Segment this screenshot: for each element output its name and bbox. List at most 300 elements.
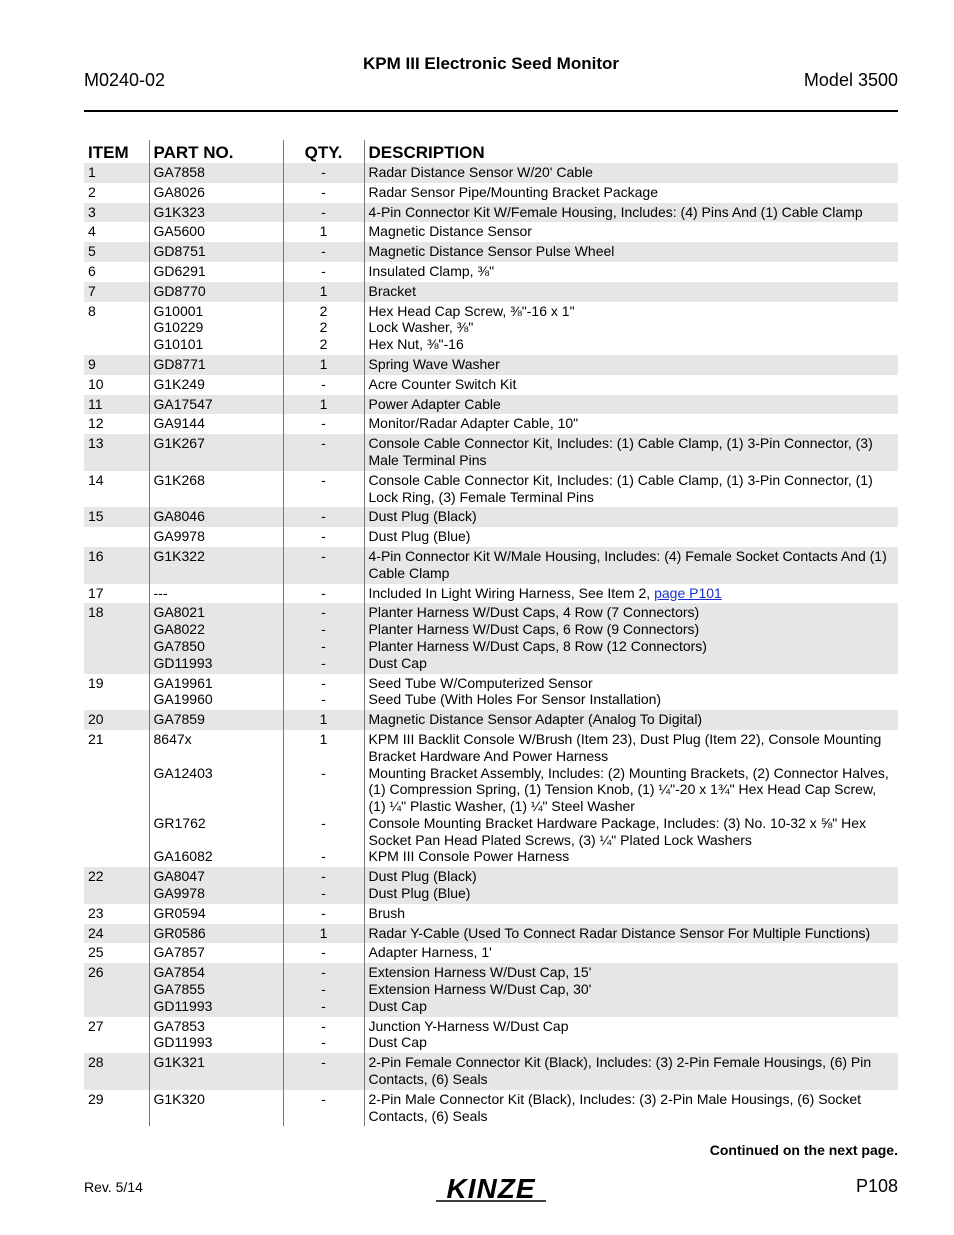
description: Console Cable Connector Kit, Includes: (1) Cable Clamp, (1) 3-Pin Connector, (3) Male Terminal Pins <box>368 435 873 468</box>
part-number: GA19960 <box>153 691 213 708</box>
part-number: GA8021 <box>153 604 205 621</box>
description: Lock Washer, ⅜" <box>368 319 474 336</box>
quantity: - <box>321 674 326 691</box>
item-number: 27 <box>88 1017 104 1034</box>
part-number: G1K322 <box>153 547 205 564</box>
description: 2-Pin Male Connector Kit (Black), Includes: (3) 2-Pin Male Housings, (6) Socket Contacts, (6) Seals <box>368 1090 862 1124</box>
part-number-cell <box>149 183 283 203</box>
description-cell <box>364 527 898 547</box>
quantity-cell <box>283 603 364 673</box>
item-number: 20 <box>84 710 149 730</box>
table-row <box>84 355 898 375</box>
description: Brush <box>368 904 406 921</box>
description: Dust Plug (Blue) <box>368 885 471 902</box>
table-row <box>84 1090 898 1127</box>
description-cell <box>364 1090 898 1127</box>
description: (1) ¼" Plastic Washer, (1) ¼" Steel Washer <box>368 798 635 815</box>
quantity: 2 <box>319 336 328 353</box>
column-header-description: DESCRIPTION <box>364 140 898 163</box>
part-number-cell <box>149 547 283 584</box>
part-number: 8647x <box>153 730 192 747</box>
quantity-cell <box>283 395 364 415</box>
part-number: GD11993 <box>153 654 213 671</box>
quantity: - <box>321 203 326 220</box>
part-number-cell <box>149 867 283 904</box>
part-number-cell <box>149 375 283 395</box>
table-row <box>84 730 898 867</box>
quantity-cell <box>283 242 364 262</box>
item-number: 17 <box>88 584 104 601</box>
item-number: 22 <box>84 867 149 904</box>
quantity-cell <box>283 730 364 867</box>
description: Dust Cap <box>368 1034 427 1051</box>
description-cell <box>364 203 898 223</box>
table-row <box>84 924 898 944</box>
quantity: - <box>321 604 326 621</box>
part-number: G10001 <box>153 302 204 319</box>
part-number-cell <box>149 282 283 302</box>
quantity: - <box>321 435 326 452</box>
page-link[interactable]: page P101 <box>654 584 722 601</box>
description: Extension Harness W/Dust Cap, 15' <box>368 964 592 981</box>
item-number: 16 <box>84 547 149 584</box>
model-name: Model 3500 <box>803 70 898 90</box>
description-cell <box>364 730 898 867</box>
table-row <box>84 603 898 673</box>
quantity: - <box>321 528 326 545</box>
part-number: GA17547 <box>153 395 213 412</box>
description: Dust Plug (Black) <box>368 868 477 885</box>
quantity: - <box>321 621 326 638</box>
part-number-cell <box>149 1090 283 1127</box>
quantity-cell <box>283 1017 364 1054</box>
description: Magnetic Distance Sensor <box>368 223 532 240</box>
description: Radar Sensor Pipe/Mounting Bracket Package <box>368 183 658 200</box>
part-number: GA16082 <box>153 848 213 865</box>
revision-label: Rev. 5/14 <box>84 1179 143 1195</box>
table-row <box>84 471 898 508</box>
part-number: GR0586 <box>153 924 206 941</box>
description-cell <box>364 375 898 395</box>
part-number: GD8771 <box>153 355 206 372</box>
quantity: 1 <box>319 282 328 299</box>
description: Bracket <box>368 282 416 299</box>
description: Magnetic Distance Sensor Adapter (Analog To Digital) <box>368 711 703 728</box>
quantity: - <box>321 848 326 865</box>
quantity-cell <box>283 203 364 223</box>
description: Acre Counter Switch Kit <box>368 375 517 392</box>
description-cell <box>364 507 898 527</box>
quantity-cell <box>283 434 364 471</box>
part-number-cell <box>149 527 283 547</box>
description: Extension Harness W/Dust Cap, 30' <box>368 981 592 998</box>
part-number-cell <box>149 163 283 183</box>
quantity: 2 <box>319 302 328 319</box>
description-cell <box>364 904 898 924</box>
part-number-cell <box>149 222 283 242</box>
kinze-logo <box>430 1171 552 1205</box>
quantity: 2 <box>319 319 328 336</box>
description: Dust Plug (Blue) <box>368 528 471 545</box>
description: Mounting Bracket Assembly, Includes: (2) Mounting Brackets, (2) Connector Halves, <box>368 764 889 781</box>
part-number: GD6291 <box>153 262 206 279</box>
part-number-cell <box>149 730 283 867</box>
quantity: - <box>321 471 326 488</box>
item-number: 29 <box>88 1090 104 1107</box>
description-cell <box>364 867 898 904</box>
quantity: - <box>321 904 326 921</box>
quantity: 1 <box>319 355 328 372</box>
item-number: 6 <box>88 262 96 279</box>
description: 4-Pin Connector Kit W/Male Housing, Includes: (4) Female Socket Contacts And (1) Cable Clamp <box>368 547 887 581</box>
description-cell <box>364 674 898 711</box>
quantity: - <box>321 584 326 601</box>
part-number: --- <box>153 584 168 601</box>
item-number: 28 <box>84 1053 149 1090</box>
item-number <box>84 527 149 547</box>
part-number-cell <box>149 584 283 604</box>
part-number: GD8751 <box>153 243 206 260</box>
quantity <box>284 798 364 815</box>
quantity-cell <box>283 527 364 547</box>
item-number: 8 <box>88 302 96 319</box>
table-row <box>84 203 898 223</box>
part-number: GA19961 <box>153 674 213 691</box>
part-number: GD11993 <box>153 997 213 1014</box>
description-cell <box>364 395 898 415</box>
quantity <box>284 748 364 765</box>
quantity: 1 <box>319 924 328 941</box>
quantity: - <box>321 814 326 831</box>
part-number: GA8026 <box>153 183 205 200</box>
quantity-cell <box>283 471 364 508</box>
part-number-cell <box>149 395 283 415</box>
item-number: 23 <box>88 904 104 921</box>
quantity: - <box>321 997 326 1014</box>
quantity-cell <box>283 262 364 282</box>
quantity: - <box>321 691 326 708</box>
table-row <box>84 1053 898 1090</box>
quantity: - <box>321 243 326 260</box>
part-number: GA7859 <box>153 711 205 728</box>
quantity-cell <box>283 943 364 963</box>
part-number: GA8047 <box>153 868 205 885</box>
part-number: GR1762 <box>153 814 206 831</box>
item-number: 15 <box>84 507 149 527</box>
part-number-cell <box>149 924 283 944</box>
quantity-cell <box>283 904 364 924</box>
part-number-cell <box>149 434 283 471</box>
item-number: 1 <box>84 163 149 183</box>
part-number-cell <box>149 1053 283 1090</box>
table-row <box>84 183 898 203</box>
description: Console Mounting Bracket Hardware Package, Includes: (3) No. 10-32 x ⅝" Hex <box>368 814 867 831</box>
item-number: 2 <box>88 183 96 200</box>
description-cell <box>364 710 898 730</box>
item-number: 14 <box>88 471 104 488</box>
item-number: 21 <box>88 730 104 747</box>
quantity: - <box>321 764 326 781</box>
description: Radar Distance Sensor W/20' Cable <box>368 164 593 180</box>
part-number: G1K249 <box>153 375 205 392</box>
description-cell <box>364 963 898 1016</box>
part-number: GA7855 <box>153 981 205 998</box>
table-row <box>84 395 898 415</box>
item-number: 18 <box>84 603 149 673</box>
table-row <box>84 867 898 904</box>
item-number: 10 <box>88 375 104 392</box>
quantity <box>284 781 364 798</box>
item-number: 9 <box>84 355 149 375</box>
item-number: 25 <box>88 944 104 961</box>
quantity: - <box>321 1034 326 1051</box>
quantity: - <box>321 164 326 180</box>
description: Adapter Harness, 1' <box>368 944 492 961</box>
quantity: - <box>321 508 326 525</box>
part-number-cell <box>149 710 283 730</box>
quantity-cell <box>283 867 364 904</box>
item-number: 12 <box>88 415 104 432</box>
part-number-cell <box>149 471 283 508</box>
table-row <box>84 547 898 584</box>
quantity-cell <box>283 375 364 395</box>
table-row <box>84 674 898 711</box>
quantity-cell <box>283 222 364 242</box>
part-number-cell <box>149 943 283 963</box>
quantity: - <box>321 654 326 671</box>
quantity-cell <box>283 924 364 944</box>
document-number: M0240-02 <box>84 70 166 90</box>
quantity: - <box>321 262 326 279</box>
parts-table-body <box>84 163 898 1126</box>
description: Planter Harness W/Dust Caps, 6 Row (9 Connectors) <box>368 621 700 638</box>
description: Planter Harness W/Dust Caps, 8 Row (12 Connectors) <box>368 637 707 654</box>
description-cell <box>364 943 898 963</box>
item-number: 13 <box>84 434 149 471</box>
part-number: GA9978 <box>153 528 205 545</box>
part-number: GA7854 <box>153 964 205 981</box>
part-number: G10101 <box>153 336 204 353</box>
quantity: - <box>321 868 326 885</box>
quantity: - <box>321 1090 326 1107</box>
description-cell <box>364 414 898 434</box>
table-row <box>84 507 898 527</box>
part-number: G1K320 <box>153 1090 205 1107</box>
item-number: 11 <box>84 395 149 415</box>
description-cell <box>364 924 898 944</box>
quantity: - <box>321 637 326 654</box>
table-row <box>84 1017 898 1054</box>
part-number: GA7850 <box>153 637 205 654</box>
quantity: - <box>321 183 326 200</box>
column-header-part-no: PART NO. <box>149 140 283 163</box>
description-cell <box>364 163 898 183</box>
item-number: 7 <box>84 282 149 302</box>
table-row <box>84 527 898 547</box>
part-number: GA9978 <box>153 885 205 902</box>
part-number-cell <box>149 603 283 673</box>
part-number: G1K267 <box>153 435 205 452</box>
part-number: GD11993 <box>153 1034 213 1051</box>
item-number: 3 <box>84 203 149 223</box>
part-number <box>154 748 283 765</box>
parts-table <box>84 140 898 1126</box>
description: Seed Tube (With Holes For Sensor Installation) <box>368 691 662 708</box>
part-number <box>154 798 283 815</box>
part-number-cell <box>149 963 283 1016</box>
part-number-cell <box>149 904 283 924</box>
description: Seed Tube W/Computerized Sensor <box>368 674 593 691</box>
part-number-cell <box>149 262 283 282</box>
description: Radar Y-Cable (Used To Connect Radar Distance Sensor For Multiple Functions) <box>368 924 871 941</box>
description-cell <box>364 262 898 282</box>
quantity-cell <box>283 414 364 434</box>
part-number: GA8022 <box>153 621 205 638</box>
quantity-cell <box>283 1053 364 1090</box>
quantity: 1 <box>319 730 328 747</box>
table-row <box>84 242 898 262</box>
item-number: 4 <box>88 223 96 240</box>
part-number-cell <box>149 355 283 375</box>
description: Monitor/Radar Adapter Cable, 10" <box>368 415 579 432</box>
table-row <box>84 163 898 183</box>
description: Planter Harness W/Dust Caps, 4 Row (7 Connectors) <box>368 604 700 621</box>
quantity-cell <box>283 302 364 355</box>
part-number: G1K268 <box>153 471 205 488</box>
table-row <box>84 710 898 730</box>
description: Hex Nut, ⅜"-16 <box>368 336 464 353</box>
part-number-cell <box>149 674 283 711</box>
quantity <box>284 832 364 849</box>
page-title: KPM III Electronic Seed Monitor <box>363 54 619 73</box>
quantity-cell <box>283 355 364 375</box>
part-number-cell <box>149 414 283 434</box>
description: Magnetic Distance Sensor Pulse Wheel <box>368 243 615 260</box>
table-row <box>84 963 898 1016</box>
quantity-cell <box>283 163 364 183</box>
part-number: GD8770 <box>153 282 206 299</box>
quantity-cell <box>283 183 364 203</box>
part-number-cell <box>149 242 283 262</box>
svg-text:KINZE: KINZE <box>446 1173 536 1204</box>
description-cell <box>364 355 898 375</box>
description: Dust Cap <box>368 654 427 671</box>
item-number: 19 <box>88 674 104 691</box>
quantity-cell <box>283 507 364 527</box>
description: Spring Wave Washer <box>368 355 500 372</box>
description: Insulated Clamp, ⅜" <box>368 262 495 279</box>
quantity: - <box>321 375 326 392</box>
part-number: G1K321 <box>153 1054 205 1071</box>
item-number: 5 <box>84 242 149 262</box>
description: Socket Pan Head Plated Screws, (3) ¼" Plated Lock Washers <box>368 831 752 848</box>
quantity: - <box>321 885 326 902</box>
description-cell <box>364 282 898 302</box>
column-header-qty: QTY. <box>283 140 364 163</box>
description: Dust Plug (Black) <box>368 508 477 525</box>
description: KPM III Backlit Console W/Brush (Item 23), Dust Plug (Item 22), Console Mounting <box>368 730 882 747</box>
part-number: GA9144 <box>153 415 205 432</box>
quantity-cell <box>283 547 364 584</box>
table-row <box>84 584 898 604</box>
part-number-cell <box>149 507 283 527</box>
part-number: GA7858 <box>153 164 205 180</box>
quantity: - <box>321 1017 326 1034</box>
table-row <box>84 904 898 924</box>
part-number: GA8046 <box>153 508 205 525</box>
part-number-cell <box>149 203 283 223</box>
table-row <box>84 375 898 395</box>
part-number <box>154 781 283 798</box>
table-row <box>84 302 898 355</box>
part-number: GA7853 <box>153 1017 205 1034</box>
table-row <box>84 262 898 282</box>
description-cell <box>364 434 898 471</box>
description: Power Adapter Cable <box>368 395 501 412</box>
quantity-cell <box>283 282 364 302</box>
continued-note: Continued on the next page. <box>709 1142 898 1158</box>
quantity: 1 <box>319 223 328 240</box>
description: 2-Pin Female Connector Kit (Black), Includes: (3) 2-Pin Female Housings, (6) Pin Contacts, (6) Seals <box>368 1054 872 1088</box>
description-cell <box>364 183 898 203</box>
page-number: P108 <box>855 1176 898 1196</box>
quantity-cell <box>283 963 364 1016</box>
quantity: - <box>321 1054 326 1071</box>
part-number: GA12403 <box>153 764 213 781</box>
part-number: G10229 <box>153 319 204 336</box>
quantity: 1 <box>319 711 328 728</box>
description: Bracket Hardware And Power Harness <box>368 747 609 764</box>
description-cell <box>364 584 898 604</box>
description-cell <box>364 242 898 262</box>
quantity: - <box>321 944 326 961</box>
description: Junction Y-Harness W/Dust Cap <box>368 1017 569 1034</box>
item-number: 26 <box>84 963 149 1016</box>
description: Dust Cap <box>368 997 427 1014</box>
quantity-cell <box>283 710 364 730</box>
part-number: GA5600 <box>153 223 205 240</box>
part-number <box>154 832 283 849</box>
description-cell <box>364 603 898 673</box>
header-divider <box>84 110 898 112</box>
quantity-cell <box>283 584 364 604</box>
description: Console Cable Connector Kit, Includes: (1) Cable Clamp, (1) 3-Pin Connector, (1) Lock Ring, (3) Female Terminal Pins <box>368 471 873 505</box>
item-number: 24 <box>84 924 149 944</box>
description: Included In Light Wiring Harness, See Item 2, <box>368 584 655 601</box>
description: (1) Compression Spring, (1) Tension Knob, (1) ¼"-20 x 1¾" Hex Head Cap Screw, <box>368 781 877 798</box>
table-row <box>84 434 898 471</box>
table-row <box>84 943 898 963</box>
table-header-row <box>84 140 898 163</box>
description-cell <box>364 222 898 242</box>
part-number-cell <box>149 302 283 355</box>
part-number: GA7857 <box>153 944 205 961</box>
quantity: - <box>321 981 326 998</box>
description: KPM III Console Power Harness <box>368 848 570 865</box>
quantity: - <box>321 547 326 564</box>
table-row <box>84 282 898 302</box>
quantity-cell <box>283 1090 364 1127</box>
table-row <box>84 222 898 242</box>
description-cell <box>364 1017 898 1054</box>
part-number: G1K323 <box>153 203 205 220</box>
quantity: - <box>321 964 326 981</box>
description: Hex Head Cap Screw, ⅜"-16 x 1" <box>368 302 575 319</box>
quantity-cell <box>283 674 364 711</box>
table-row <box>84 414 898 434</box>
description-cell <box>364 302 898 355</box>
part-number-cell <box>149 1017 283 1054</box>
